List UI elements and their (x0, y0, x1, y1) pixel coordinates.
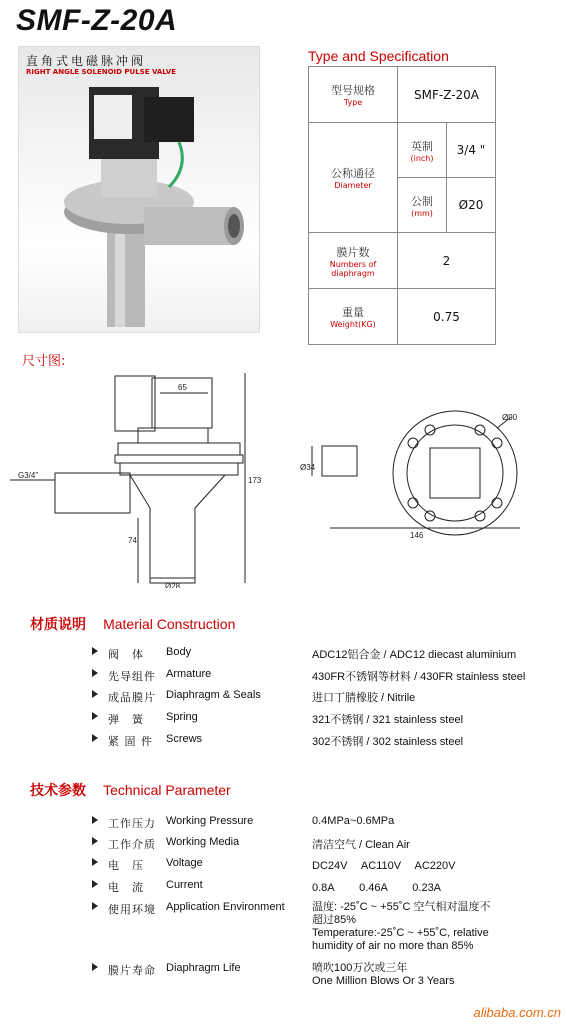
spec-heading: Type and Specification (308, 48, 449, 64)
model-value: SMF-Z-20A (398, 67, 496, 123)
technical-row (92, 815, 562, 829)
valve-image (19, 47, 259, 332)
row-label-en: Diaphragm & Seals (166, 689, 261, 701)
row-label-en: Screws (166, 733, 203, 745)
arrow-icon (92, 690, 98, 698)
material-row (92, 689, 562, 703)
inch-label-cn: 英制 (411, 139, 433, 153)
row-label-en: Application Environment (166, 901, 285, 913)
arrow-icon (92, 712, 98, 720)
spec-table (308, 66, 496, 345)
watermark: alibaba.com.cn (473, 1005, 561, 1020)
arrow-icon (92, 880, 98, 888)
material-heading-en: Material Construction (103, 616, 236, 632)
arrow-icon (92, 837, 98, 845)
model-label-cn: 型号规格 (331, 84, 375, 97)
row-value: 302不锈钢 / 302 stainless steel (312, 736, 464, 748)
inch-label-en: (inch) (410, 153, 434, 163)
product-photo (18, 46, 260, 333)
row-label-cn: 阀 体 (108, 648, 144, 661)
row-value: 430FR不锈钢等材料 / 430FR stainless steel (312, 671, 526, 683)
mm-value: Ø20 (447, 178, 496, 233)
row-value: 321不锈钢 / 321 stainless steel (312, 714, 464, 726)
row-label-cn: 紧 固 件 (108, 735, 153, 748)
material-row (92, 733, 562, 747)
technical-heading-cn: 技术参数 (30, 783, 86, 799)
row-label-cn: 电 压 (108, 859, 144, 872)
arrow-icon (92, 669, 98, 677)
dim-65: 65 (178, 383, 187, 392)
dimension-drawing (0, 368, 567, 588)
material-heading-cn: 材质说明 (30, 617, 86, 633)
life-line-1: 喷吹100万次或三年 (312, 962, 408, 974)
row-label-en: Working Media (166, 836, 240, 848)
env-line-4: humidity of air no more than 85% (312, 940, 474, 952)
inch-value: 3/4 " (447, 123, 496, 178)
arrow-icon (92, 734, 98, 742)
row-label-cn: 使用环境 (108, 903, 156, 916)
technical-heading-en: Technical Parameter (103, 782, 231, 798)
arrow-icon (92, 902, 98, 910)
row-value: 清洁空气 / Clean Air (312, 839, 410, 851)
life-line-2: One Million Blows Or 3 Years (312, 975, 455, 987)
dim-173: 173 (248, 476, 262, 485)
page-title: SMF-Z-20A (16, 4, 178, 37)
weight-label-cn: 重量 (342, 306, 364, 319)
diameter-label-cn: 公称通径 (331, 167, 375, 180)
row-label-cn: 弹 簧 (108, 713, 144, 726)
technical-row (92, 857, 562, 871)
dimension-heading: 尺寸图: (22, 354, 66, 369)
row-label-cn: 工作压力 (108, 817, 156, 830)
row-label-cn: 工作介质 (108, 838, 156, 851)
mm-label-cn: 公制 (411, 194, 433, 208)
material-row (92, 668, 562, 682)
arrow-icon (92, 858, 98, 866)
photo-caption-en: RIGHT ANGLE SOLENOID PULSE VALVE (26, 68, 176, 76)
material-heading (30, 614, 235, 634)
diaphragm-value: 2 (398, 233, 496, 289)
env-line-2: 超过85% (312, 914, 357, 926)
weight-value: 0.75 (398, 289, 496, 345)
row-value: DC24V AC110V AC220V (312, 860, 456, 872)
technical-row-environment (92, 901, 562, 957)
diameter-label-en: Diameter (334, 181, 372, 190)
dim-90: Ø90 (502, 413, 518, 422)
material-row (92, 711, 562, 725)
row-label-en: Voltage (166, 857, 203, 869)
row-label-en: Diaphragm Life (166, 962, 241, 974)
dim-74: 74 (128, 536, 137, 545)
dim-146: 146 (410, 531, 424, 540)
row-label-en: Armature (166, 668, 212, 680)
technical-row-life (92, 962, 562, 992)
row-label-cn: 先导组件 (108, 670, 156, 683)
photo-caption-cn: 直角式电磁脉冲阀 (26, 54, 147, 68)
row-label-cn: 膜片寿命 (108, 964, 156, 977)
row-label-cn: 成品膜片 (108, 691, 156, 704)
dim-g34: G3/4" (18, 471, 39, 480)
diaphragm-label-cn: 膜片数 (336, 245, 370, 259)
env-line-3: Temperature:-25˚C ~ +55˚C, relative (312, 927, 489, 939)
model-label-en: Type (343, 98, 363, 107)
diaphragm-label-en: Numbers of diaphragm (329, 259, 377, 278)
row-label-en: Spring (166, 711, 198, 723)
row-label-en: Body (166, 646, 192, 658)
row-label-en: Working Pressure (166, 815, 254, 827)
row-label-en: Current (166, 879, 203, 891)
arrow-icon (92, 816, 98, 824)
technical-row (92, 879, 562, 893)
row-value: 进口丁腈橡胶 / Nitrile (312, 692, 416, 704)
row-value: 0.4MPa~0.6MPa (312, 815, 395, 827)
row-value: ADC12铝合金 / ADC12 diecast aluminium (312, 649, 517, 661)
arrow-icon (92, 647, 98, 655)
technical-heading (30, 780, 231, 800)
weight-label-en: Weight(KG) (330, 320, 376, 329)
dim-28: Ø28 (165, 582, 181, 588)
row-value (312, 901, 490, 953)
env-line-1: 温度: -25˚C ~ +55˚C 空气相对温度不 (312, 901, 491, 913)
technical-row (92, 836, 562, 850)
arrow-icon (92, 963, 98, 971)
mm-label-en: (mm) (411, 208, 433, 218)
row-label-cn: 电 流 (108, 881, 144, 894)
row-value: 0.8A 0.46A 0.23A (312, 882, 442, 894)
row-value (312, 962, 454, 988)
dim-34: Ø34 (300, 463, 316, 472)
material-row (92, 646, 562, 660)
